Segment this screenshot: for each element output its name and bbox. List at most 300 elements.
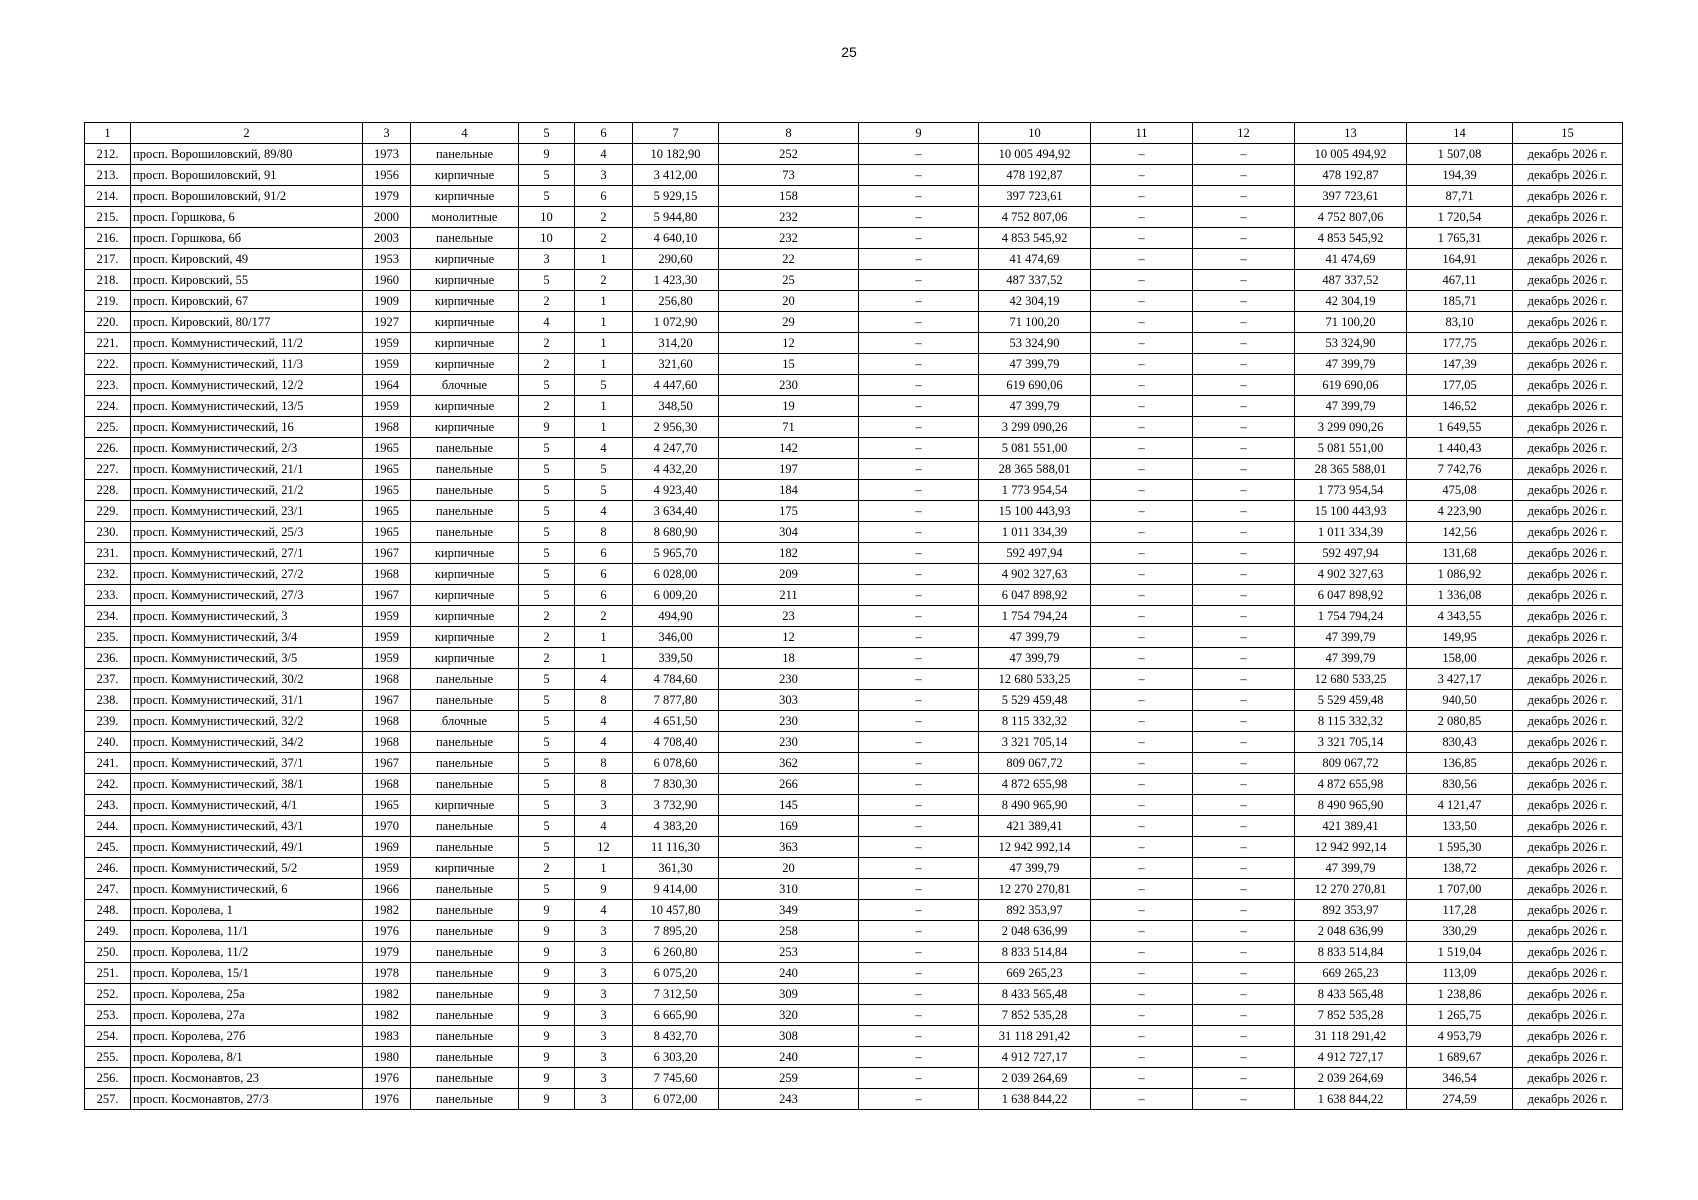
cell-address: просп. Коммунистический, 21/2	[131, 480, 363, 501]
cell-cost-per-m2: 147,39	[1407, 354, 1513, 375]
cell-floors: 5	[519, 543, 575, 564]
cell-entrances: 5	[575, 480, 633, 501]
cell-col-12: –	[1193, 1068, 1295, 1089]
table-row	[85, 354, 1623, 375]
cell-entrances: 4	[575, 816, 633, 837]
cell-col-12: –	[1193, 900, 1295, 921]
cell-cost-per-m2: 113,09	[1407, 963, 1513, 984]
cell-col-12: –	[1193, 543, 1295, 564]
cell-col-12: –	[1193, 144, 1295, 165]
cell-cost-total: 478 192,87	[979, 165, 1091, 186]
cell-area: 7 877,80	[633, 690, 719, 711]
cell-address: просп. Коммунистический, 25/3	[131, 522, 363, 543]
table-row	[85, 333, 1623, 354]
cell-floors: 9	[519, 963, 575, 984]
cell-row-number: 227.	[85, 459, 131, 480]
cell-entrances: 8	[575, 690, 633, 711]
cell-address: просп. Коммунистический, 13/5	[131, 396, 363, 417]
cell-col-11: –	[1091, 396, 1193, 417]
cell-cost-fund: 3 299 090,26	[1295, 417, 1407, 438]
header-cell-2: 2	[131, 123, 363, 144]
cell-completion-date: декабрь 2026 г.	[1513, 438, 1623, 459]
cell-wall-material: панельные	[411, 942, 519, 963]
cell-cost-total: 8 833 514,84	[979, 942, 1091, 963]
cell-col-12: –	[1193, 732, 1295, 753]
cell-residents: 303	[719, 690, 859, 711]
cell-area: 348,50	[633, 396, 719, 417]
cell-col-12: –	[1193, 837, 1295, 858]
header-cell-8: 8	[719, 123, 859, 144]
cell-completion-date: декабрь 2026 г.	[1513, 711, 1623, 732]
cell-cost-per-m2: 1 689,67	[1407, 1047, 1513, 1068]
cell-year-built: 1968	[363, 417, 411, 438]
cell-cost-per-m2: 2 080,85	[1407, 711, 1513, 732]
cell-cost-fund: 421 389,41	[1295, 816, 1407, 837]
cell-row-number: 215.	[85, 207, 131, 228]
cell-cost-total: 41 474,69	[979, 249, 1091, 270]
cell-address: просп. Космонавтов, 27/3	[131, 1089, 363, 1110]
cell-residents: 73	[719, 165, 859, 186]
cell-cost-fund: 8 490 965,90	[1295, 795, 1407, 816]
cell-floors: 2	[519, 396, 575, 417]
cell-year-built: 1967	[363, 690, 411, 711]
cell-cost-per-m2: 1 507,08	[1407, 144, 1513, 165]
cell-col-11: –	[1091, 354, 1193, 375]
cell-col-12: –	[1193, 1047, 1295, 1068]
cell-col-9: –	[859, 711, 979, 732]
header-cell-1: 1	[85, 123, 131, 144]
cell-year-built: 1982	[363, 900, 411, 921]
cell-col-11: –	[1091, 585, 1193, 606]
cell-col-9: –	[859, 564, 979, 585]
cell-wall-material: панельные	[411, 837, 519, 858]
cell-residents: 230	[719, 375, 859, 396]
cell-entrances: 6	[575, 186, 633, 207]
cell-completion-date: декабрь 2026 г.	[1513, 1005, 1623, 1026]
cell-entrances: 8	[575, 753, 633, 774]
cell-row-number: 214.	[85, 186, 131, 207]
cell-address: просп. Коммунистический, 16	[131, 417, 363, 438]
cell-entrances: 1	[575, 858, 633, 879]
cell-col-11: –	[1091, 627, 1193, 648]
cell-completion-date: декабрь 2026 г.	[1513, 375, 1623, 396]
cell-year-built: 1969	[363, 837, 411, 858]
cell-col-11: –	[1091, 417, 1193, 438]
cell-year-built: 1959	[363, 606, 411, 627]
cell-address: просп. Коммунистический, 11/2	[131, 333, 363, 354]
header-cell-4: 4	[411, 123, 519, 144]
cell-entrances: 1	[575, 333, 633, 354]
cell-wall-material: панельные	[411, 774, 519, 795]
cell-residents: 169	[719, 816, 859, 837]
cell-wall-material: панельные	[411, 732, 519, 753]
cell-col-9: –	[859, 417, 979, 438]
cell-cost-per-m2: 467,11	[1407, 270, 1513, 291]
cell-row-number: 253.	[85, 1005, 131, 1026]
cell-row-number: 232.	[85, 564, 131, 585]
cell-col-9: –	[859, 396, 979, 417]
cell-completion-date: декабрь 2026 г.	[1513, 207, 1623, 228]
cell-area: 1 072,90	[633, 312, 719, 333]
cell-year-built: 1967	[363, 543, 411, 564]
cell-col-9: –	[859, 291, 979, 312]
cell-floors: 5	[519, 774, 575, 795]
cell-wall-material: панельные	[411, 900, 519, 921]
cell-completion-date: декабрь 2026 г.	[1513, 732, 1623, 753]
cell-completion-date: декабрь 2026 г.	[1513, 522, 1623, 543]
cell-cost-fund: 1 011 334,39	[1295, 522, 1407, 543]
cell-wall-material: кирпичные	[411, 396, 519, 417]
cell-address: просп. Кировский, 55	[131, 270, 363, 291]
header-cell-9: 9	[859, 123, 979, 144]
cell-row-number: 243.	[85, 795, 131, 816]
cell-area: 494,90	[633, 606, 719, 627]
cell-completion-date: декабрь 2026 г.	[1513, 774, 1623, 795]
cell-cost-fund: 592 497,94	[1295, 543, 1407, 564]
cell-year-built: 1964	[363, 375, 411, 396]
cell-completion-date: декабрь 2026 г.	[1513, 921, 1623, 942]
cell-floors: 2	[519, 291, 575, 312]
cell-cost-fund: 41 474,69	[1295, 249, 1407, 270]
cell-col-9: –	[859, 480, 979, 501]
table-row	[85, 543, 1623, 564]
cell-cost-per-m2: 117,28	[1407, 900, 1513, 921]
table-row	[85, 312, 1623, 333]
cell-address: просп. Коммунистический, 21/1	[131, 459, 363, 480]
cell-cost-per-m2: 830,43	[1407, 732, 1513, 753]
cell-area: 9 414,00	[633, 879, 719, 900]
cell-floors: 4	[519, 312, 575, 333]
cell-completion-date: декабрь 2026 г.	[1513, 249, 1623, 270]
cell-cost-total: 1 754 794,24	[979, 606, 1091, 627]
header-cell-10: 10	[979, 123, 1091, 144]
cell-residents: 362	[719, 753, 859, 774]
cell-col-11: –	[1091, 207, 1193, 228]
cell-col-12: –	[1193, 627, 1295, 648]
header-cell-14: 14	[1407, 123, 1513, 144]
cell-residents: 363	[719, 837, 859, 858]
table-row	[85, 417, 1623, 438]
cell-year-built: 1965	[363, 522, 411, 543]
cell-floors: 9	[519, 1047, 575, 1068]
cell-col-9: –	[859, 879, 979, 900]
cell-cost-total: 5 529 459,48	[979, 690, 1091, 711]
cell-cost-total: 28 365 588,01	[979, 459, 1091, 480]
cell-address: просп. Королева, 27б	[131, 1026, 363, 1047]
cell-cost-fund: 3 321 705,14	[1295, 732, 1407, 753]
cell-cost-per-m2: 1 707,00	[1407, 879, 1513, 900]
cell-col-9: –	[859, 1005, 979, 1026]
cell-residents: 12	[719, 333, 859, 354]
cell-floors: 2	[519, 333, 575, 354]
cell-cost-total: 71 100,20	[979, 312, 1091, 333]
cell-year-built: 1976	[363, 1068, 411, 1089]
cell-residents: 209	[719, 564, 859, 585]
cell-wall-material: панельные	[411, 753, 519, 774]
cell-floors: 9	[519, 1026, 575, 1047]
cell-col-11: –	[1091, 438, 1193, 459]
cell-col-12: –	[1193, 333, 1295, 354]
cell-year-built: 1960	[363, 270, 411, 291]
cell-floors: 5	[519, 480, 575, 501]
table-row	[85, 501, 1623, 522]
cell-address: просп. Кировский, 80/177	[131, 312, 363, 333]
cell-cost-per-m2: 1 765,31	[1407, 228, 1513, 249]
cell-wall-material: кирпичные	[411, 606, 519, 627]
cell-completion-date: декабрь 2026 г.	[1513, 585, 1623, 606]
table-row	[85, 165, 1623, 186]
cell-floors: 5	[519, 753, 575, 774]
cell-col-11: –	[1091, 1089, 1193, 1110]
cell-floors: 10	[519, 228, 575, 249]
cell-address: просп. Коммунистический, 12/2	[131, 375, 363, 396]
cell-col-9: –	[859, 963, 979, 984]
cell-col-11: –	[1091, 669, 1193, 690]
cell-residents: 253	[719, 942, 859, 963]
cell-year-built: 1982	[363, 984, 411, 1005]
cell-col-12: –	[1193, 375, 1295, 396]
cell-col-12: –	[1193, 669, 1295, 690]
cell-col-11: –	[1091, 522, 1193, 543]
cell-cost-fund: 487 337,52	[1295, 270, 1407, 291]
table-row	[85, 1026, 1623, 1047]
cell-cost-total: 3 321 705,14	[979, 732, 1091, 753]
cell-area: 6 078,60	[633, 753, 719, 774]
cell-wall-material: панельные	[411, 963, 519, 984]
cell-wall-material: панельные	[411, 459, 519, 480]
cell-area: 4 383,20	[633, 816, 719, 837]
cell-completion-date: декабрь 2026 г.	[1513, 690, 1623, 711]
table-row	[85, 942, 1623, 963]
cell-completion-date: декабрь 2026 г.	[1513, 963, 1623, 984]
cell-completion-date: декабрь 2026 г.	[1513, 795, 1623, 816]
cell-wall-material: панельные	[411, 690, 519, 711]
cell-cost-fund: 4 912 727,17	[1295, 1047, 1407, 1068]
cell-floors: 2	[519, 858, 575, 879]
table-row	[85, 1005, 1623, 1026]
cell-address: просп. Коммунистический, 3/4	[131, 627, 363, 648]
cell-col-9: –	[859, 921, 979, 942]
cell-floors: 5	[519, 690, 575, 711]
cell-cost-total: 397 723,61	[979, 186, 1091, 207]
cell-year-built: 1970	[363, 816, 411, 837]
table-row	[85, 1089, 1623, 1110]
cell-cost-fund: 31 118 291,42	[1295, 1026, 1407, 1047]
cell-cost-per-m2: 131,68	[1407, 543, 1513, 564]
cell-floors: 5	[519, 438, 575, 459]
cell-address: просп. Коммунистический, 23/1	[131, 501, 363, 522]
cell-cost-per-m2: 138,72	[1407, 858, 1513, 879]
cell-cost-total: 1 773 954,54	[979, 480, 1091, 501]
cell-entrances: 8	[575, 522, 633, 543]
cell-cost-total: 47 399,79	[979, 354, 1091, 375]
table-header-row	[85, 123, 1623, 144]
table-row	[85, 375, 1623, 396]
cell-cost-per-m2: 330,29	[1407, 921, 1513, 942]
cell-col-11: –	[1091, 942, 1193, 963]
cell-cost-total: 4 872 655,98	[979, 774, 1091, 795]
cell-col-9: –	[859, 900, 979, 921]
table-row	[85, 690, 1623, 711]
cell-col-12: –	[1193, 207, 1295, 228]
cell-col-12: –	[1193, 438, 1295, 459]
cell-floors: 5	[519, 795, 575, 816]
cell-cost-fund: 669 265,23	[1295, 963, 1407, 984]
cell-col-12: –	[1193, 795, 1295, 816]
table-row	[85, 963, 1623, 984]
cell-area: 339,50	[633, 648, 719, 669]
cell-col-11: –	[1091, 165, 1193, 186]
cell-col-11: –	[1091, 774, 1193, 795]
cell-year-built: 1965	[363, 438, 411, 459]
cell-col-12: –	[1193, 942, 1295, 963]
cell-row-number: 255.	[85, 1047, 131, 1068]
cell-cost-fund: 12 270 270,81	[1295, 879, 1407, 900]
cell-area: 6 028,00	[633, 564, 719, 585]
cell-cost-total: 2 039 264,69	[979, 1068, 1091, 1089]
cell-cost-per-m2: 4 121,47	[1407, 795, 1513, 816]
cell-wall-material: панельные	[411, 1026, 519, 1047]
cell-floors: 5	[519, 564, 575, 585]
cell-completion-date: декабрь 2026 г.	[1513, 396, 1623, 417]
cell-area: 4 640,10	[633, 228, 719, 249]
table-row	[85, 837, 1623, 858]
cell-cost-total: 53 324,90	[979, 333, 1091, 354]
cell-year-built: 1959	[363, 648, 411, 669]
cell-col-9: –	[859, 606, 979, 627]
cell-residents: 310	[719, 879, 859, 900]
cell-col-12: –	[1193, 417, 1295, 438]
cell-residents: 240	[719, 1047, 859, 1068]
cell-residents: 145	[719, 795, 859, 816]
cell-address: просп. Коммунистический, 3/5	[131, 648, 363, 669]
cell-area: 290,60	[633, 249, 719, 270]
cell-row-number: 238.	[85, 690, 131, 711]
cell-address: просп. Горшкова, 6б	[131, 228, 363, 249]
cell-col-9: –	[859, 459, 979, 480]
cell-cost-fund: 47 399,79	[1295, 396, 1407, 417]
cell-row-number: 242.	[85, 774, 131, 795]
table-row	[85, 1047, 1623, 1068]
cell-area: 10 182,90	[633, 144, 719, 165]
cell-cost-per-m2: 475,08	[1407, 480, 1513, 501]
cell-wall-material: кирпичные	[411, 249, 519, 270]
table-row	[85, 144, 1623, 165]
cell-cost-fund: 4 853 545,92	[1295, 228, 1407, 249]
cell-area: 5 944,80	[633, 207, 719, 228]
cell-cost-per-m2: 940,50	[1407, 690, 1513, 711]
cell-cost-per-m2: 1 519,04	[1407, 942, 1513, 963]
cell-col-11: –	[1091, 480, 1193, 501]
cell-col-9: –	[859, 1068, 979, 1089]
cell-row-number: 240.	[85, 732, 131, 753]
cell-wall-material: кирпичные	[411, 648, 519, 669]
cell-wall-material: панельные	[411, 522, 519, 543]
cell-year-built: 1953	[363, 249, 411, 270]
cell-year-built: 1978	[363, 963, 411, 984]
cell-cost-per-m2: 274,59	[1407, 1089, 1513, 1110]
cell-cost-total: 8 433 565,48	[979, 984, 1091, 1005]
cell-col-11: –	[1091, 921, 1193, 942]
cell-entrances: 9	[575, 879, 633, 900]
cell-year-built: 1965	[363, 480, 411, 501]
cell-residents: 182	[719, 543, 859, 564]
cell-residents: 20	[719, 291, 859, 312]
cell-entrances: 6	[575, 585, 633, 606]
cell-completion-date: декабрь 2026 г.	[1513, 627, 1623, 648]
cell-cost-total: 669 265,23	[979, 963, 1091, 984]
cell-col-12: –	[1193, 690, 1295, 711]
cell-floors: 9	[519, 942, 575, 963]
cell-floors: 5	[519, 585, 575, 606]
cell-cost-total: 619 690,06	[979, 375, 1091, 396]
cell-area: 5 965,70	[633, 543, 719, 564]
cell-year-built: 1968	[363, 711, 411, 732]
cell-cost-per-m2: 87,71	[1407, 186, 1513, 207]
cell-col-12: –	[1193, 606, 1295, 627]
cell-row-number: 237.	[85, 669, 131, 690]
cell-row-number: 225.	[85, 417, 131, 438]
cell-completion-date: декабрь 2026 г.	[1513, 606, 1623, 627]
cell-area: 346,00	[633, 627, 719, 648]
cell-col-12: –	[1193, 459, 1295, 480]
cell-year-built: 1956	[363, 165, 411, 186]
cell-area: 10 457,80	[633, 900, 719, 921]
cell-completion-date: декабрь 2026 г.	[1513, 186, 1623, 207]
cell-cost-per-m2: 146,52	[1407, 396, 1513, 417]
cell-col-12: –	[1193, 921, 1295, 942]
cell-residents: 252	[719, 144, 859, 165]
cell-col-12: –	[1193, 648, 1295, 669]
cell-cost-per-m2: 1 649,55	[1407, 417, 1513, 438]
cell-area: 6 303,20	[633, 1047, 719, 1068]
cell-cost-per-m2: 3 427,17	[1407, 669, 1513, 690]
table-row	[85, 879, 1623, 900]
cell-cost-fund: 47 399,79	[1295, 648, 1407, 669]
cell-year-built: 1959	[363, 354, 411, 375]
cell-entrances: 3	[575, 795, 633, 816]
cell-wall-material: панельные	[411, 984, 519, 1005]
cell-col-9: –	[859, 249, 979, 270]
cell-address: просп. Коммунистический, 27/2	[131, 564, 363, 585]
cell-area: 6 665,90	[633, 1005, 719, 1026]
table-row	[85, 291, 1623, 312]
cell-col-12: –	[1193, 312, 1295, 333]
cell-address: просп. Королева, 27а	[131, 1005, 363, 1026]
cell-col-11: –	[1091, 186, 1193, 207]
cell-entrances: 1	[575, 417, 633, 438]
cell-cost-fund: 2 039 264,69	[1295, 1068, 1407, 1089]
table-row	[85, 711, 1623, 732]
cell-area: 4 708,40	[633, 732, 719, 753]
cell-col-11: –	[1091, 1047, 1193, 1068]
cell-completion-date: декабрь 2026 г.	[1513, 228, 1623, 249]
cell-floors: 5	[519, 711, 575, 732]
cell-entrances: 4	[575, 900, 633, 921]
cell-wall-material: панельные	[411, 1089, 519, 1110]
cell-col-11: –	[1091, 1026, 1193, 1047]
cell-completion-date: декабрь 2026 г.	[1513, 501, 1623, 522]
header-cell-13: 13	[1295, 123, 1407, 144]
cell-wall-material: кирпичные	[411, 795, 519, 816]
cell-residents: 304	[719, 522, 859, 543]
cell-col-11: –	[1091, 648, 1193, 669]
cell-col-11: –	[1091, 375, 1193, 396]
cell-cost-per-m2: 164,91	[1407, 249, 1513, 270]
cell-area: 4 923,40	[633, 480, 719, 501]
cell-col-9: –	[859, 333, 979, 354]
table-row	[85, 585, 1623, 606]
